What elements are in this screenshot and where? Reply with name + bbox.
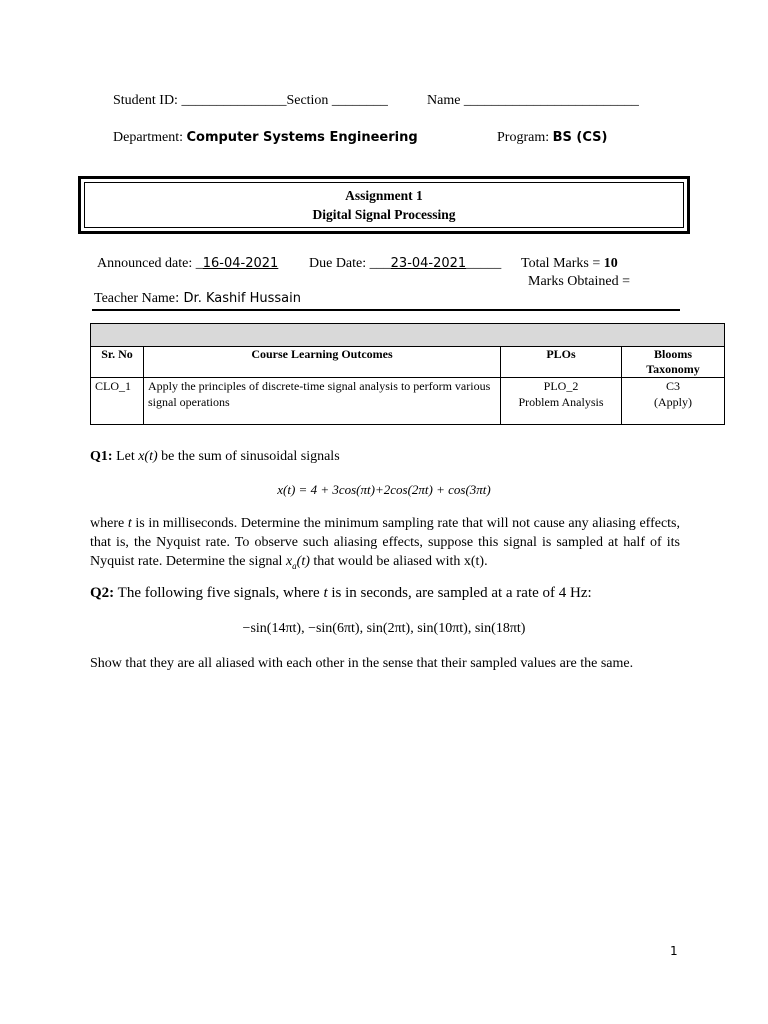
header-sr-no: Sr. No	[91, 347, 144, 378]
q2-intro	[90, 585, 592, 602]
table-header-row	[91, 347, 725, 378]
q1-body-a: where	[90, 516, 128, 531]
announced-value: 16-04-2021	[202, 256, 279, 271]
q1-body-sig-t: (t)	[296, 554, 310, 569]
department-value: Computer Systems Engineering	[186, 130, 418, 145]
q2-body: Show that they are all aliased with each other in the sense that their sampled values are the same.	[90, 656, 634, 671]
q1-body	[90, 514, 680, 576]
total-marks-label: Total Marks =	[521, 256, 604, 271]
header-outcomes: Course Learning Outcomes	[144, 347, 501, 378]
q1-intro-a: Let	[112, 449, 139, 464]
cell-outcome: Apply the principles of discrete-time signal analysis to perform various signal operations	[144, 378, 501, 425]
assignment-title-box	[78, 176, 690, 234]
teacher-underline	[92, 309, 680, 311]
total-marks	[521, 256, 618, 272]
cell-sr: CLO_1	[91, 378, 144, 425]
assignment-number: Assignment 1	[345, 187, 423, 203]
shade-cell	[91, 324, 725, 347]
header-blooms: Blooms Taxonomy	[622, 347, 725, 378]
teacher-name-row	[94, 291, 301, 307]
department-label: Department:	[113, 130, 187, 145]
program-value: BS (CS)	[552, 130, 608, 145]
q2-intro-a: The following five signals, where	[114, 585, 324, 601]
due-date	[309, 256, 501, 272]
name-line: Name _________________________	[427, 93, 639, 108]
due-value: 23-04-2021	[390, 256, 467, 271]
due-trailing: _____	[466, 256, 502, 271]
course-title: Digital Signal Processing	[312, 206, 456, 222]
q1-equation: x(t) = 4 + 3cos(πt)+2cos(2πt) + cos(3πt)	[277, 482, 491, 497]
q1-intro-b: be the sum of sinusoidal signals	[157, 449, 340, 464]
department-row	[113, 130, 418, 146]
q2-equation: −sin(14πt), −sin(6πt), sin(2πt), sin(10πt), sin(18πt)	[242, 621, 526, 636]
q2-intro-var: t	[323, 585, 328, 601]
teacher-label: Teacher Name	[94, 291, 176, 306]
q1-body-b: is in milliseconds. Determine the minimum sampling rate that will not cause any aliasing effects, that is, the Nyquist rate. To observe such aliasing effects, suppose this signal is sampled at half of its Nyquist rate. Determine the signal	[90, 516, 680, 569]
student-id-section-line: Student ID: _______________Section ________	[113, 93, 388, 108]
q2-intro-b: is in seconds, are sampled at a rate of 4 Hz:	[327, 585, 592, 601]
announced-date	[97, 256, 278, 272]
program-row	[497, 130, 607, 146]
q1-intro	[90, 449, 340, 465]
q1-body-var: t	[127, 516, 132, 531]
announced-label: Announced date: _	[97, 256, 203, 271]
plo-code: PLO_2	[543, 379, 579, 393]
q2-label: Q2:	[90, 585, 115, 601]
header-plos: PLOs	[501, 347, 622, 378]
bloom-level: C3	[665, 379, 680, 393]
cell-plo	[501, 378, 622, 425]
total-marks-value: 10	[603, 256, 618, 271]
teacher-value: : Dr. Kashif Hussain	[175, 291, 301, 306]
due-label: Due Date: ___	[309, 256, 391, 271]
plo-name: Problem Analysis	[518, 395, 604, 409]
q1-body-sub: a	[292, 560, 297, 571]
q1-intro-var: x(t)	[138, 449, 158, 464]
page-number: 1	[670, 944, 678, 958]
q1-label: Q1:	[90, 449, 113, 464]
program-label: Program:	[497, 130, 550, 145]
marks-obtained: Marks Obtained =	[528, 274, 630, 289]
q1-body-sig: x	[285, 554, 293, 569]
cell-bloom	[622, 378, 725, 425]
bloom-name: (Apply)	[654, 395, 692, 409]
table-shade-row	[91, 324, 725, 347]
q1-body-c: that would be aliased with x(t).	[309, 554, 488, 569]
table-row	[91, 378, 725, 425]
clo-table	[90, 323, 725, 425]
